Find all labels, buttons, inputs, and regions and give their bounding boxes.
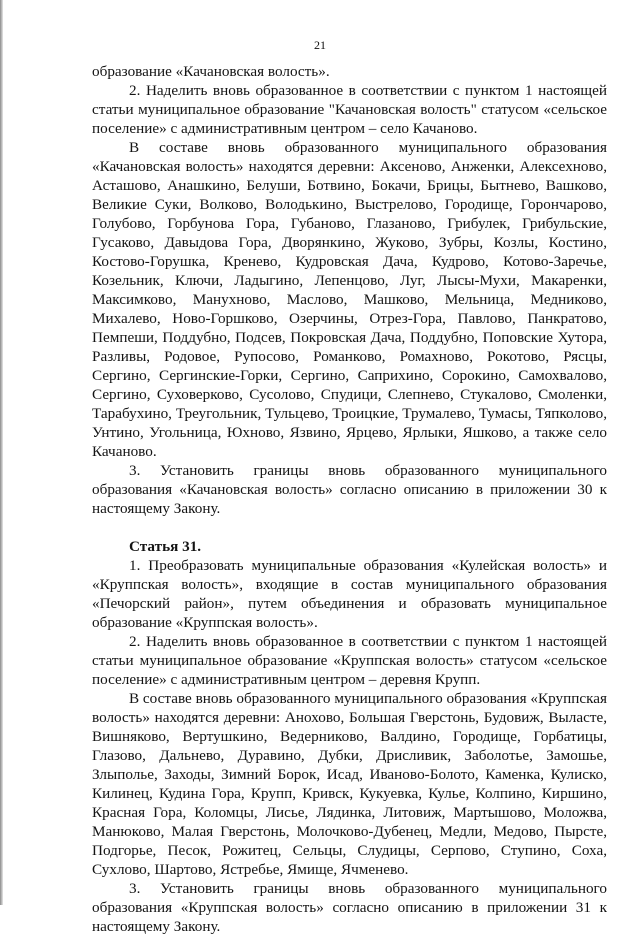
page-number: 21 [314,38,326,52]
paragraph-villages: В составе вновь образованного муниципального образования «Качановская волость» находятся деревни: Аксеново, Анженки, Алексехново, Асташово, Анашкино, Белуши, Ботвино, Бокачи, Брицы, Бытнево, Вашково, Великие Суки, Волково, Володькино, Выстрелово, Городище, Горончарово, Голубово, Горбунова Гора, Губаново, Глазаново, Грибулек, Грибульские, Гусаково, Давыдова Гора, Дворянкино, Жуково, Зубры, Козлы, Костино, Костово-Горушка, Кренево, Кудровская Дача, Кудрово, Котово-Заречье, Козельник, Ключи, Ладыгино, Лепенцово, Луг, Лысы-Мухи, Макаренки, Максимково, Манухново, Маслово, Машково, Мельница, Медниково, Михалево, Ново-Горшково, Озерчины, Отрез-Гора, Павлово, Панкратово, Пемпеши, Поддубно, Подсев, Покровская Дача, Поддубно, Поповские Хутора, Разливы, Родовое, Рупосово, Романково, Ромахново, Рокотово, Рясцы, Сергино, Сергинские-Горки, Сергино, Саприхино, Сорокино, Самохвалово, Сергино, Суховерково, Сусолово, Спудици, Слепнево, Стукалово, Смоленки, Тарабухино, Треугольник, Тульцево, Троицкие, Трумалево, Тумасы, Тяпколово, Унтино, Угольница, Юхново, Язвино, Ярцево, Ярлыки, Яшково, а также село Качаново. [92,139,607,460]
document-body [92,62,607,936]
article-paragraph-status: 2. Наделить вновь образованное в соответствии с пунктом 1 настоящей статьи муниципальное образование «Круппская волость» статусом «сельское поселение» с административным центром – деревня Крупп. [92,633,607,688]
scan-edge [0,0,3,905]
article-paragraph-transform: 1. Преобразовать муниципальные образования «Кулейская волость» и «Круппская волость», входящие в состав муниципального образования «Печорский район», путем объединения и образовать муниципальное образование «Круппская волость». [92,557,607,631]
article-paragraph-boundaries: 3. Установить границы вновь образованного муниципального образования «Круппская волость» согласно описанию в приложении 31 к настоящему Закону. [92,880,607,935]
article-paragraph-villages: В составе вновь образованного муниципального образования «Круппская волость» находятся деревни: Анохово, Большая Гверстонь, Будовиж, Выласте, Вишняково, Вертушкино, Ведерниково, Валдино, Городище, Горбатицы, Глазово, Дальнево, Дуравино, Дубки, Дрисливик, Заболотье, Замошье, Злыполье, Заходы, Зимний Борок, Исад, Ивановo-Болото, Каменка, Кулиско, Килинец, Кудина Гора, Крупп, Кривск, Кукуевка, Кулье, Колпино, Киршино, Красная Гора, Коломцы, Лисье, Лядинка, Литовиж, Мартышово, Моложва, Манюково, Малая Гверстонь, Молочково-Дубенец, Медли, Медово, Пырсте, Подгорье, Песок, Рожитец, Сельцы, Слудицы, Серпово, Ступино, Соха, Сухлово, Шартово, Ястребье, Ямище, Ячменево. [92,690,607,878]
paragraph-continuation: образование «Качановская волость». [92,63,330,80]
paragraph-status: 2. Наделить вновь образованное в соответствии с пунктом 1 настоящей статьи муниципальное образование "Качановская волость" статусом «сельское поселение» с административным центром – село Качаново. [92,82,607,137]
article-heading: Статья 31. [129,538,202,555]
paragraph-boundaries: 3. Установить границы вновь образованного муниципального образования «Качановская волость» согласно описанию в приложении 30 к настоящему Закону. [92,462,607,517]
